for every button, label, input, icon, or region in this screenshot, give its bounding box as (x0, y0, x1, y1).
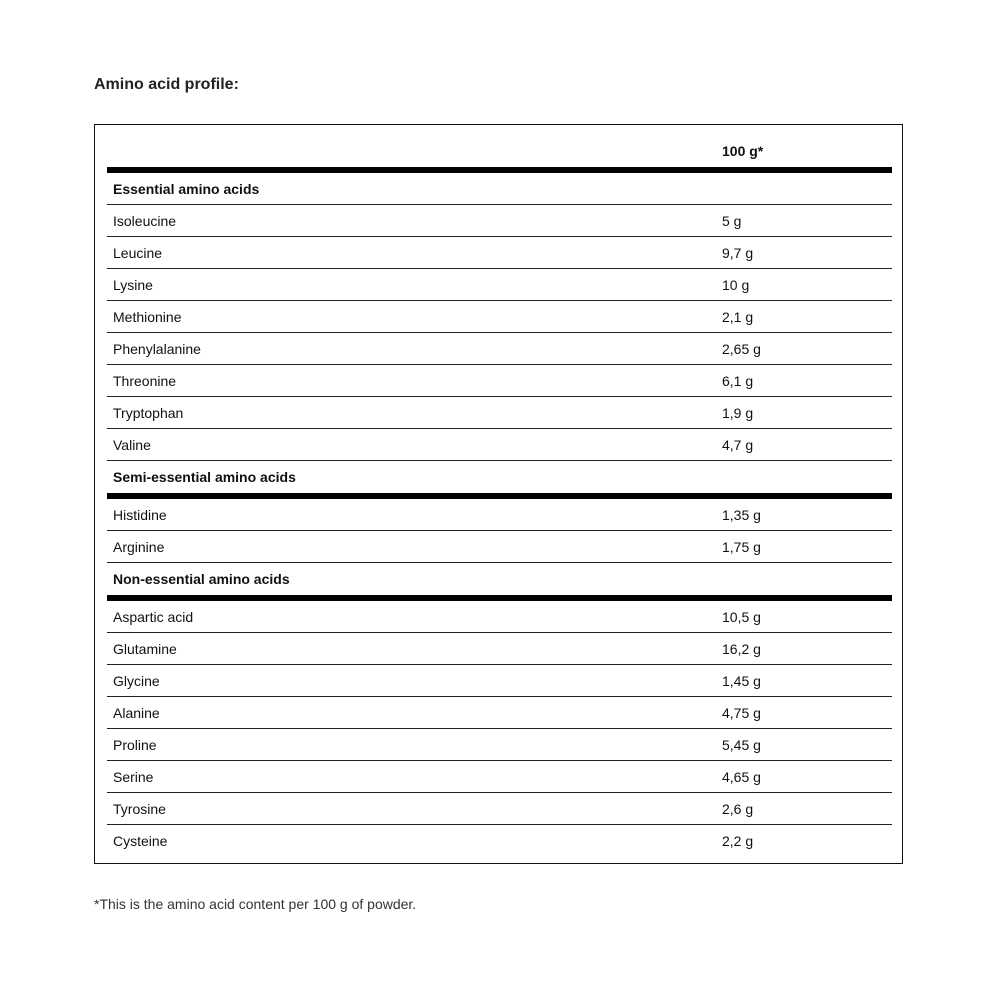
table-row (107, 499, 892, 531)
amino-acid-value: 6,1 g (722, 373, 754, 389)
amino-acid-value: 2,6 g (722, 801, 754, 817)
table-row (107, 397, 892, 429)
amino-acid-value: 1,9 g (722, 405, 754, 421)
footnote: *This is the amino acid content per 100 g of powder. (94, 896, 417, 912)
amino-acid-value: 10 g (722, 277, 750, 293)
amino-acid-table (94, 124, 903, 864)
table-row (107, 333, 892, 365)
section-heading-label: Essential amino acids (113, 181, 260, 197)
amino-acid-name: Tyrosine (113, 801, 166, 817)
table-row (107, 729, 892, 761)
amino-acid-name: Phenylalanine (113, 341, 201, 357)
page-title: Amino acid profile: (94, 76, 239, 93)
amino-acid-value: 2,2 g (722, 833, 754, 849)
amino-acid-value: 9,7 g (722, 245, 754, 261)
table-body (107, 125, 892, 856)
amino-acid-name: Alanine (113, 705, 160, 721)
amino-acid-name: Arginine (113, 539, 165, 555)
amino-acid-value: 10,5 g (722, 609, 761, 625)
amino-acid-value: 4,65 g (722, 769, 761, 785)
amino-acid-name: Serine (113, 769, 154, 785)
amino-acid-value: 16,2 g (722, 641, 761, 657)
table-row (107, 205, 892, 237)
table-row (107, 531, 892, 563)
section-heading-semi-essential (107, 461, 892, 499)
table-row (107, 237, 892, 269)
table-row (107, 429, 892, 461)
table-row (107, 601, 892, 633)
amino-acid-value: 4,7 g (722, 437, 754, 453)
amino-acid-value: 4,75 g (722, 705, 761, 721)
table-row (107, 761, 892, 793)
amino-acid-value: 5,45 g (722, 737, 761, 753)
table-header-row (107, 125, 892, 173)
table-row (107, 825, 892, 856)
amino-acid-name: Histidine (113, 507, 167, 523)
amino-acid-name: Glycine (113, 673, 160, 689)
amino-acid-name: Isoleucine (113, 213, 177, 229)
amino-acid-name: Tryptophan (113, 405, 184, 421)
amino-acid-name: Valine (113, 437, 151, 453)
amino-acid-name: Proline (113, 737, 157, 753)
amino-acid-value: 1,45 g (722, 673, 761, 689)
amino-acid-value: 2,65 g (722, 341, 761, 357)
amino-acid-name: Leucine (113, 245, 163, 261)
section-heading-non-essential (107, 563, 892, 601)
amino-acid-value: 1,35 g (722, 507, 761, 523)
amino-acid-value: 2,1 g (722, 309, 754, 325)
amino-acid-name: Glutamine (113, 641, 177, 657)
amino-acid-name: Methionine (113, 309, 182, 325)
table-row (107, 633, 892, 665)
table-row (107, 365, 892, 397)
table-row (107, 697, 892, 729)
amino-acid-name: Aspartic acid (113, 609, 194, 625)
table-row (107, 793, 892, 825)
amino-acid-name: Cysteine (113, 833, 168, 849)
amino-acid-value: 5 g (722, 213, 742, 229)
section-heading-essential (107, 173, 892, 205)
column-header-amount: 100 g* (722, 143, 764, 159)
amino-acid-name: Threonine (113, 373, 177, 389)
section-heading-label: Semi-essential amino acids (113, 469, 296, 485)
amino-acid-value: 1,75 g (722, 539, 761, 555)
section-heading-label: Non-essential amino acids (113, 571, 290, 587)
table-row (107, 269, 892, 301)
table-row (107, 665, 892, 697)
amino-acid-name: Lysine (113, 277, 153, 293)
table-row (107, 301, 892, 333)
